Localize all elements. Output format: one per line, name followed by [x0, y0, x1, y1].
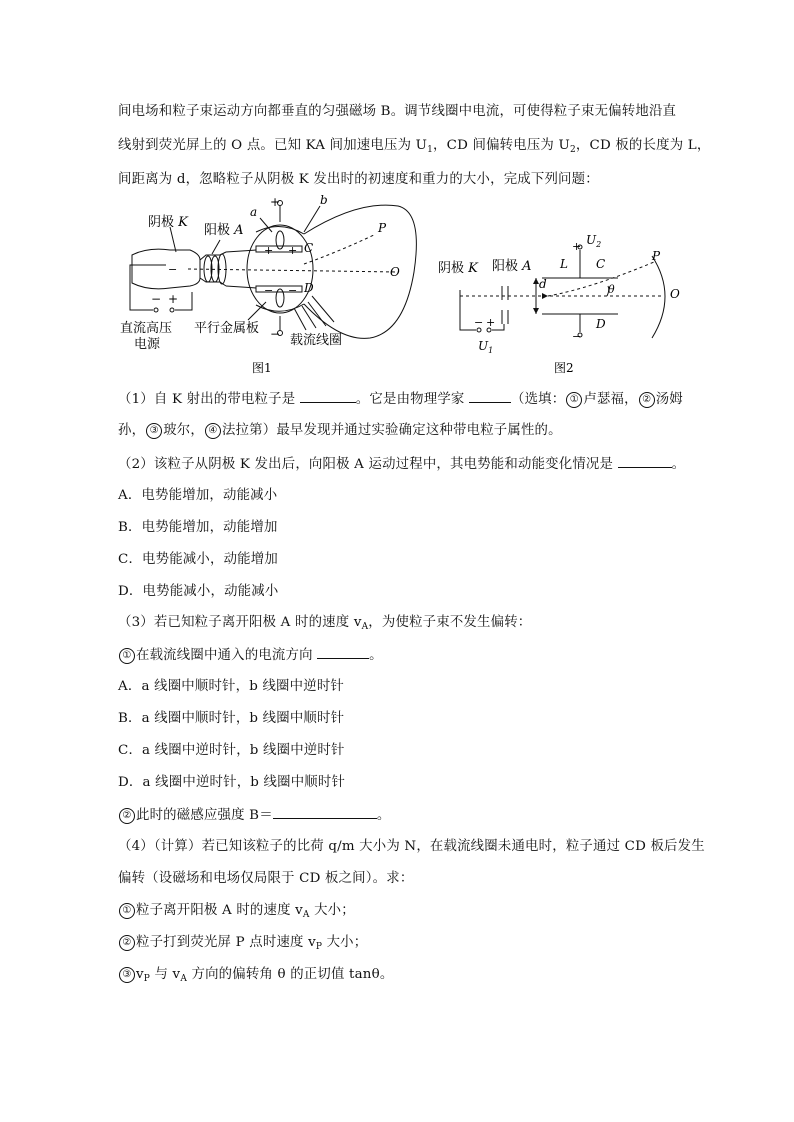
fig1-caption: 图1: [252, 361, 272, 375]
fig2-anode-label: 阳极 A: [492, 259, 532, 274]
fig1-power-label-1: 直流高压: [120, 321, 173, 336]
fig1-plate-plus-2: +: [288, 244, 298, 257]
fig1-plate-plus-1: +: [264, 244, 274, 257]
fig1-point-o-label: O: [390, 265, 400, 279]
q4-sub-1: ① 粒子离开阳极 A 时的速度 $v_A$ 大小；: [118, 902, 355, 924]
q3-option-d: D．a 线圈中逆时针，b 线圈中顺时针: [118, 775, 346, 790]
q2-option-b: B．电势能增加，动能增加: [118, 520, 278, 535]
fig2-cathode-label: 阴极 K: [438, 261, 478, 276]
fig1-coil-b-label: b: [320, 193, 328, 207]
fig2-u1-minus: −: [474, 316, 484, 329]
q2-blank[interactable]: [618, 455, 672, 468]
fig1-cathode-label: 阴极 K: [148, 215, 188, 230]
fig1-plate-c-label: C: [304, 241, 314, 255]
q1-line-1: （1）自 K 射出的带电粒子是 。它是由物理学家 （选填： ① 卢瑟福， ② 汤姆: [118, 392, 683, 407]
q3-blank-field[interactable]: [273, 806, 377, 819]
q1-blank-scientist[interactable]: [469, 390, 511, 403]
fig1-anode-label: 阳极 A: [204, 223, 244, 238]
fig1-plus-label: +: [168, 292, 179, 306]
fig2-plate-d-label: D: [596, 317, 606, 331]
fig2-point-p-label: P: [652, 249, 661, 263]
fig2-u2-minus: −: [572, 330, 582, 343]
q3-part-2: ② 此时的磁感应强度 B＝ 。: [118, 806, 390, 825]
q3-part-1: ① 在载流线圈中通入的电流方向 。: [118, 646, 383, 665]
fig1-plate-minus-2: −: [288, 284, 298, 297]
fig2-u1-plus: +: [486, 316, 496, 329]
fig2-caption: 图2: [554, 361, 574, 375]
q2-option-c: C．电势能减小，动能增加: [118, 552, 278, 567]
q4-sub-3: ③ $v_P$ 与 $v_A$ 方向的偏转角 θ 的正切值 tanθ。: [118, 966, 393, 988]
fig2-theta-label: θ: [608, 283, 615, 296]
fig1-plate-d-label: D: [304, 281, 314, 295]
fig2-point-o-label: O: [670, 287, 680, 301]
q2-option-a: A．电势能增加，动能减小: [118, 488, 278, 503]
q2-option-d: D．电势能减小，动能减小: [118, 584, 279, 599]
figure-1-crt-diagram: [108, 192, 418, 382]
q3-blank-current[interactable]: [317, 646, 369, 659]
fig1-top-plus: +: [270, 195, 281, 209]
fig1-power-label-2: 电源: [134, 337, 161, 352]
q4-line-2: 偏转（设磁场和电场仅局限于 CD 板之间）。求：: [118, 871, 414, 886]
q4-sub-2: ② 粒子打到荧光屏 P 点时速度 $v_P$ 大小；: [118, 934, 367, 956]
fig1-coil-a-label: a: [250, 205, 258, 219]
q3-option-b: B．a 线圈中顺时针，b 线圈中顺时针: [118, 711, 345, 726]
q2-stem: （2）该粒子从阴极 K 发出后，向阳极 A 运动过程中，其电势能和动能变化情况是 。: [118, 457, 686, 472]
q1-line-2: 孙， ③ 玻尔， ④ 法拉第）最早发现并通过实验确定这种带电粒子属性的。: [118, 423, 562, 438]
fig1-cathode-minus: −: [168, 263, 178, 276]
q4-line-1: （4）（计算）若已知该粒子的比荷 q/m 大小为 N，在载流线圈未通电时，粒子通过 CD 板后发生: [118, 839, 705, 854]
q3-stem: （3）若已知粒子离开阳极 A 时的速度 $v_A$，为使粒子束不发生偏转：: [118, 615, 532, 632]
intro-line-2: 线射到荧光屏上的 O 点。已知 KA 间加速电压为 $U_1$，CD 间偏转电压为 $U_2$，CD 板的长度为 L，: [118, 138, 711, 155]
fig1-bottom-minus: −: [270, 327, 281, 341]
fig2-u1-label: $U_1$: [478, 339, 494, 355]
fig1-minus-label: −: [151, 292, 162, 306]
q3-option-c: C．a 线圈中逆时针，b 线圈中逆时针: [118, 743, 345, 758]
fig2-u2-plus: +: [572, 240, 582, 253]
fig1-coil-label: 载流线圈: [290, 333, 343, 348]
fig2-length-l-label: L: [560, 257, 568, 271]
fig2-gap-d-label: d: [539, 277, 547, 291]
fig1-point-p-label: P: [378, 221, 387, 235]
intro-line-3: 间距离为 d，忽略粒子从阴极 K 发出时的初速度和重力的大小，完成下列问题：: [118, 172, 599, 187]
figure-2-deflection-diagram: [432, 228, 692, 380]
q3-option-a: A．a 线圈中顺时针，b 线圈中逆时针: [118, 679, 345, 694]
q1-blank-particle[interactable]: [300, 390, 356, 403]
fig1-plate-minus-1: −: [264, 284, 274, 297]
fig1-plates-label: 平行金属板: [194, 321, 260, 336]
fig2-plate-c-label: C: [596, 257, 606, 271]
intro-line-1: 间电场和粒子束运动方向都垂直的匀强磁场 B。调节线圈中电流，可使得粒子束无偏转地沿直: [118, 104, 677, 119]
fig2-u2-label: $U_2$: [586, 233, 602, 249]
